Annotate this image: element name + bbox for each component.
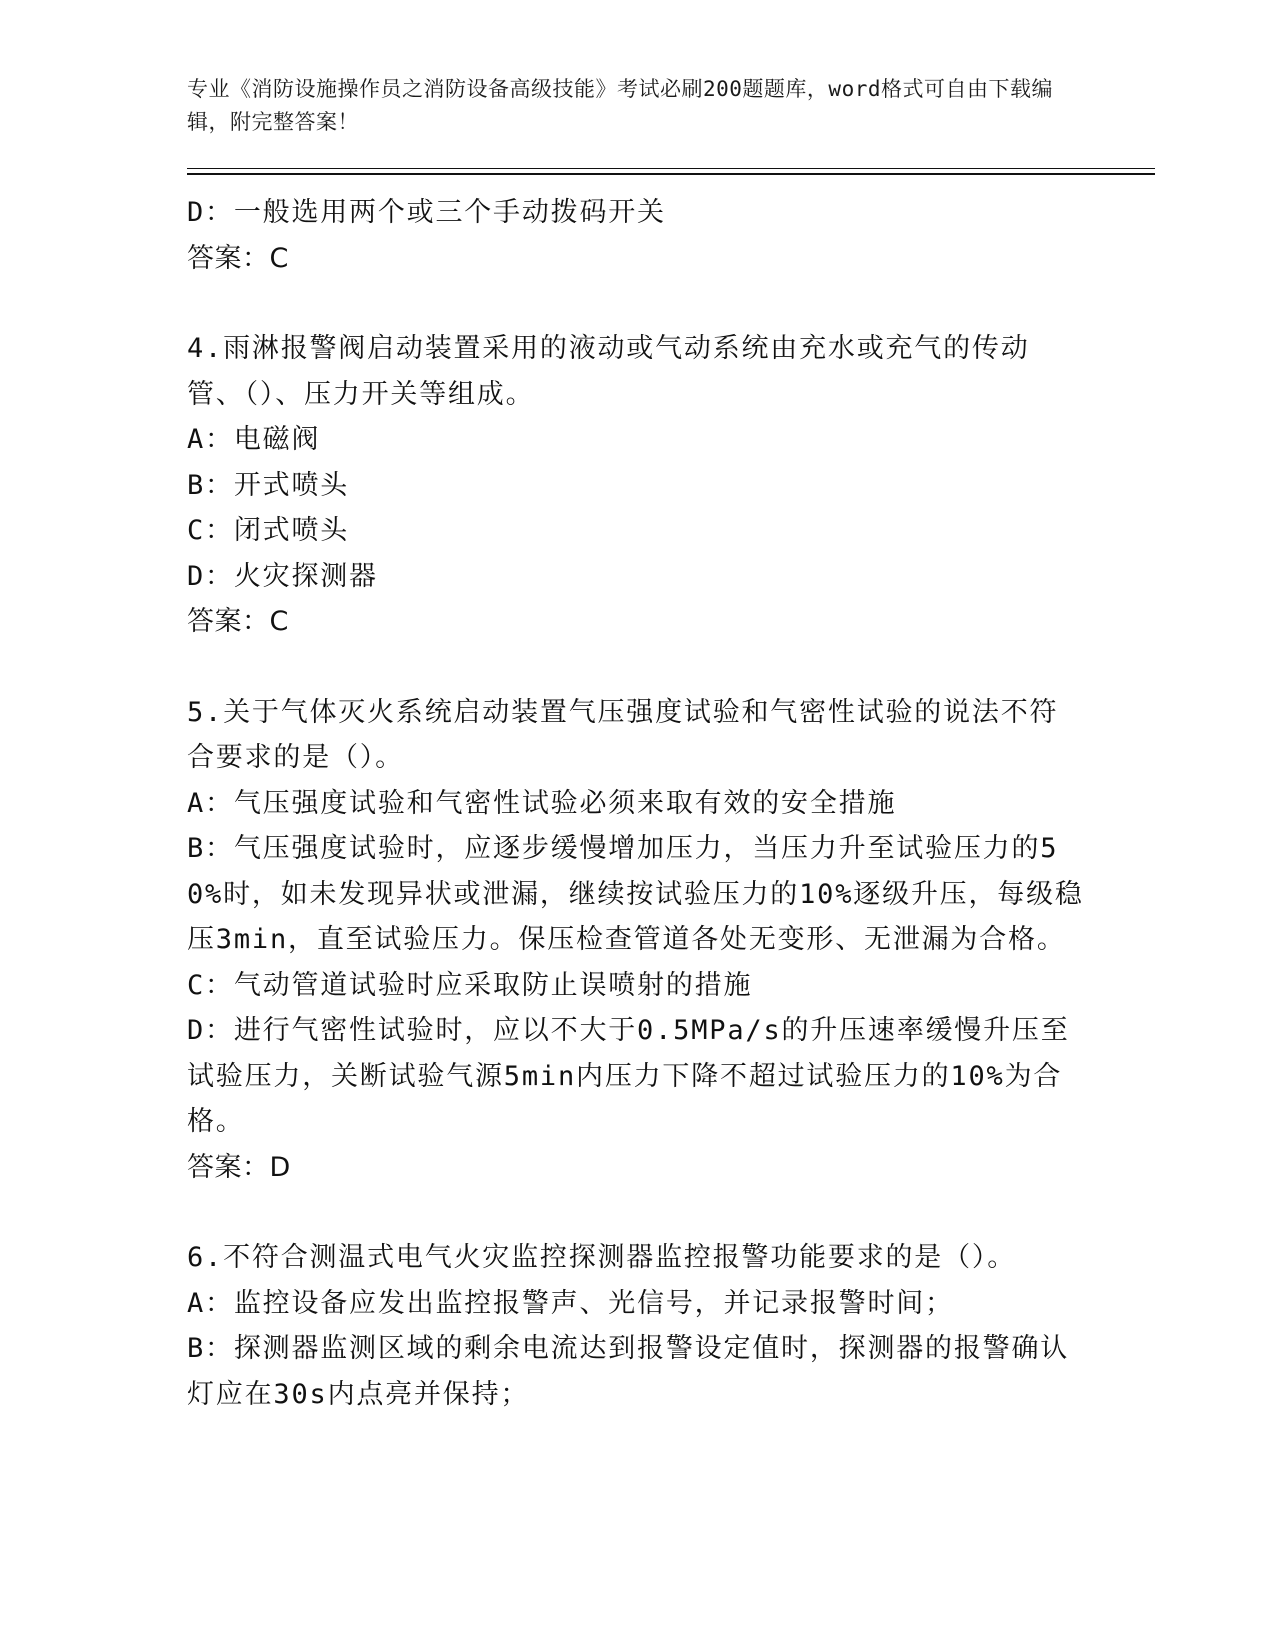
question-6-stem: 6.不符合测温式电气火灾监控探测器监控报警功能要求的是（）。 — [187, 1242, 1017, 1273]
question-4-option-b: B：开式喷头 — [187, 469, 350, 501]
question-4-option-a: A：电磁阀 — [187, 424, 321, 455]
question-5-option-b: B：气压强度试验时，应逐步缓慢增加压力，当压力升至试验压力的50%时，如未发现异状或泄漏，继续按试验压力的10%逐级升压，每级稳压3min，直至试验压力。保压检查管道各处无变形、无泄漏为合格。 — [187, 833, 1084, 955]
prev-option-d: D：一般选用两个或三个手动拨码开关 — [187, 197, 666, 228]
question-5-stem: 5.关于气体灭火系统启动装置气压强度试验和气密性试验的说法不符合要求的是（）。 — [187, 696, 1059, 773]
header-rule-thin — [187, 168, 1155, 169]
question-5-answer: 答案：D — [187, 1151, 291, 1183]
question-4-answer: 答案：C — [187, 606, 289, 637]
document-header — [187, 73, 1067, 139]
spacer — [187, 1190, 1087, 1235]
prev-answer: 答案：C — [187, 242, 289, 274]
question-6-option-b: B：探测器监测区域的剩余电流达到报警设定值时，探测器的报警确认灯应在30s内点亮并保持； — [187, 1333, 1070, 1410]
spacer — [187, 645, 1087, 690]
question-4-option-c: C：闭式喷头 — [187, 515, 350, 546]
question-4-option-d: D：火灾探测器 — [187, 560, 378, 592]
question-5-option-a: A：气压强度试验和气密性试验必须来取有效的安全措施 — [187, 787, 897, 819]
question-6-option-a: A：监控设备应发出监控报警声、光信号，并记录报警时间； — [187, 1287, 954, 1319]
header-text: 专业《消防设施操作员之消防设备高级技能》考试必刷200题题库，word格式可自由下载编辑，附完整答案！ — [187, 77, 1053, 134]
document-body — [187, 190, 1087, 1417]
question-5-option-d: D：进行气密性试验时，应以不大于0.5MPa/s的升压速率缓慢升压至试验压力，关断试验气源5min内压力下降不超过试验压力的10%为合格。 — [187, 1015, 1070, 1137]
question-5-option-c: C：气动管道试验时应采取防止误喷射的措施 — [187, 969, 753, 1001]
header-rule-thick — [187, 173, 1155, 175]
spacer — [187, 281, 1087, 326]
question-4-stem: 4.雨淋报警阀启动装置采用的液动或气动系统由充水或充气的传动管、（）、压力开关等组成。 — [187, 333, 1030, 410]
